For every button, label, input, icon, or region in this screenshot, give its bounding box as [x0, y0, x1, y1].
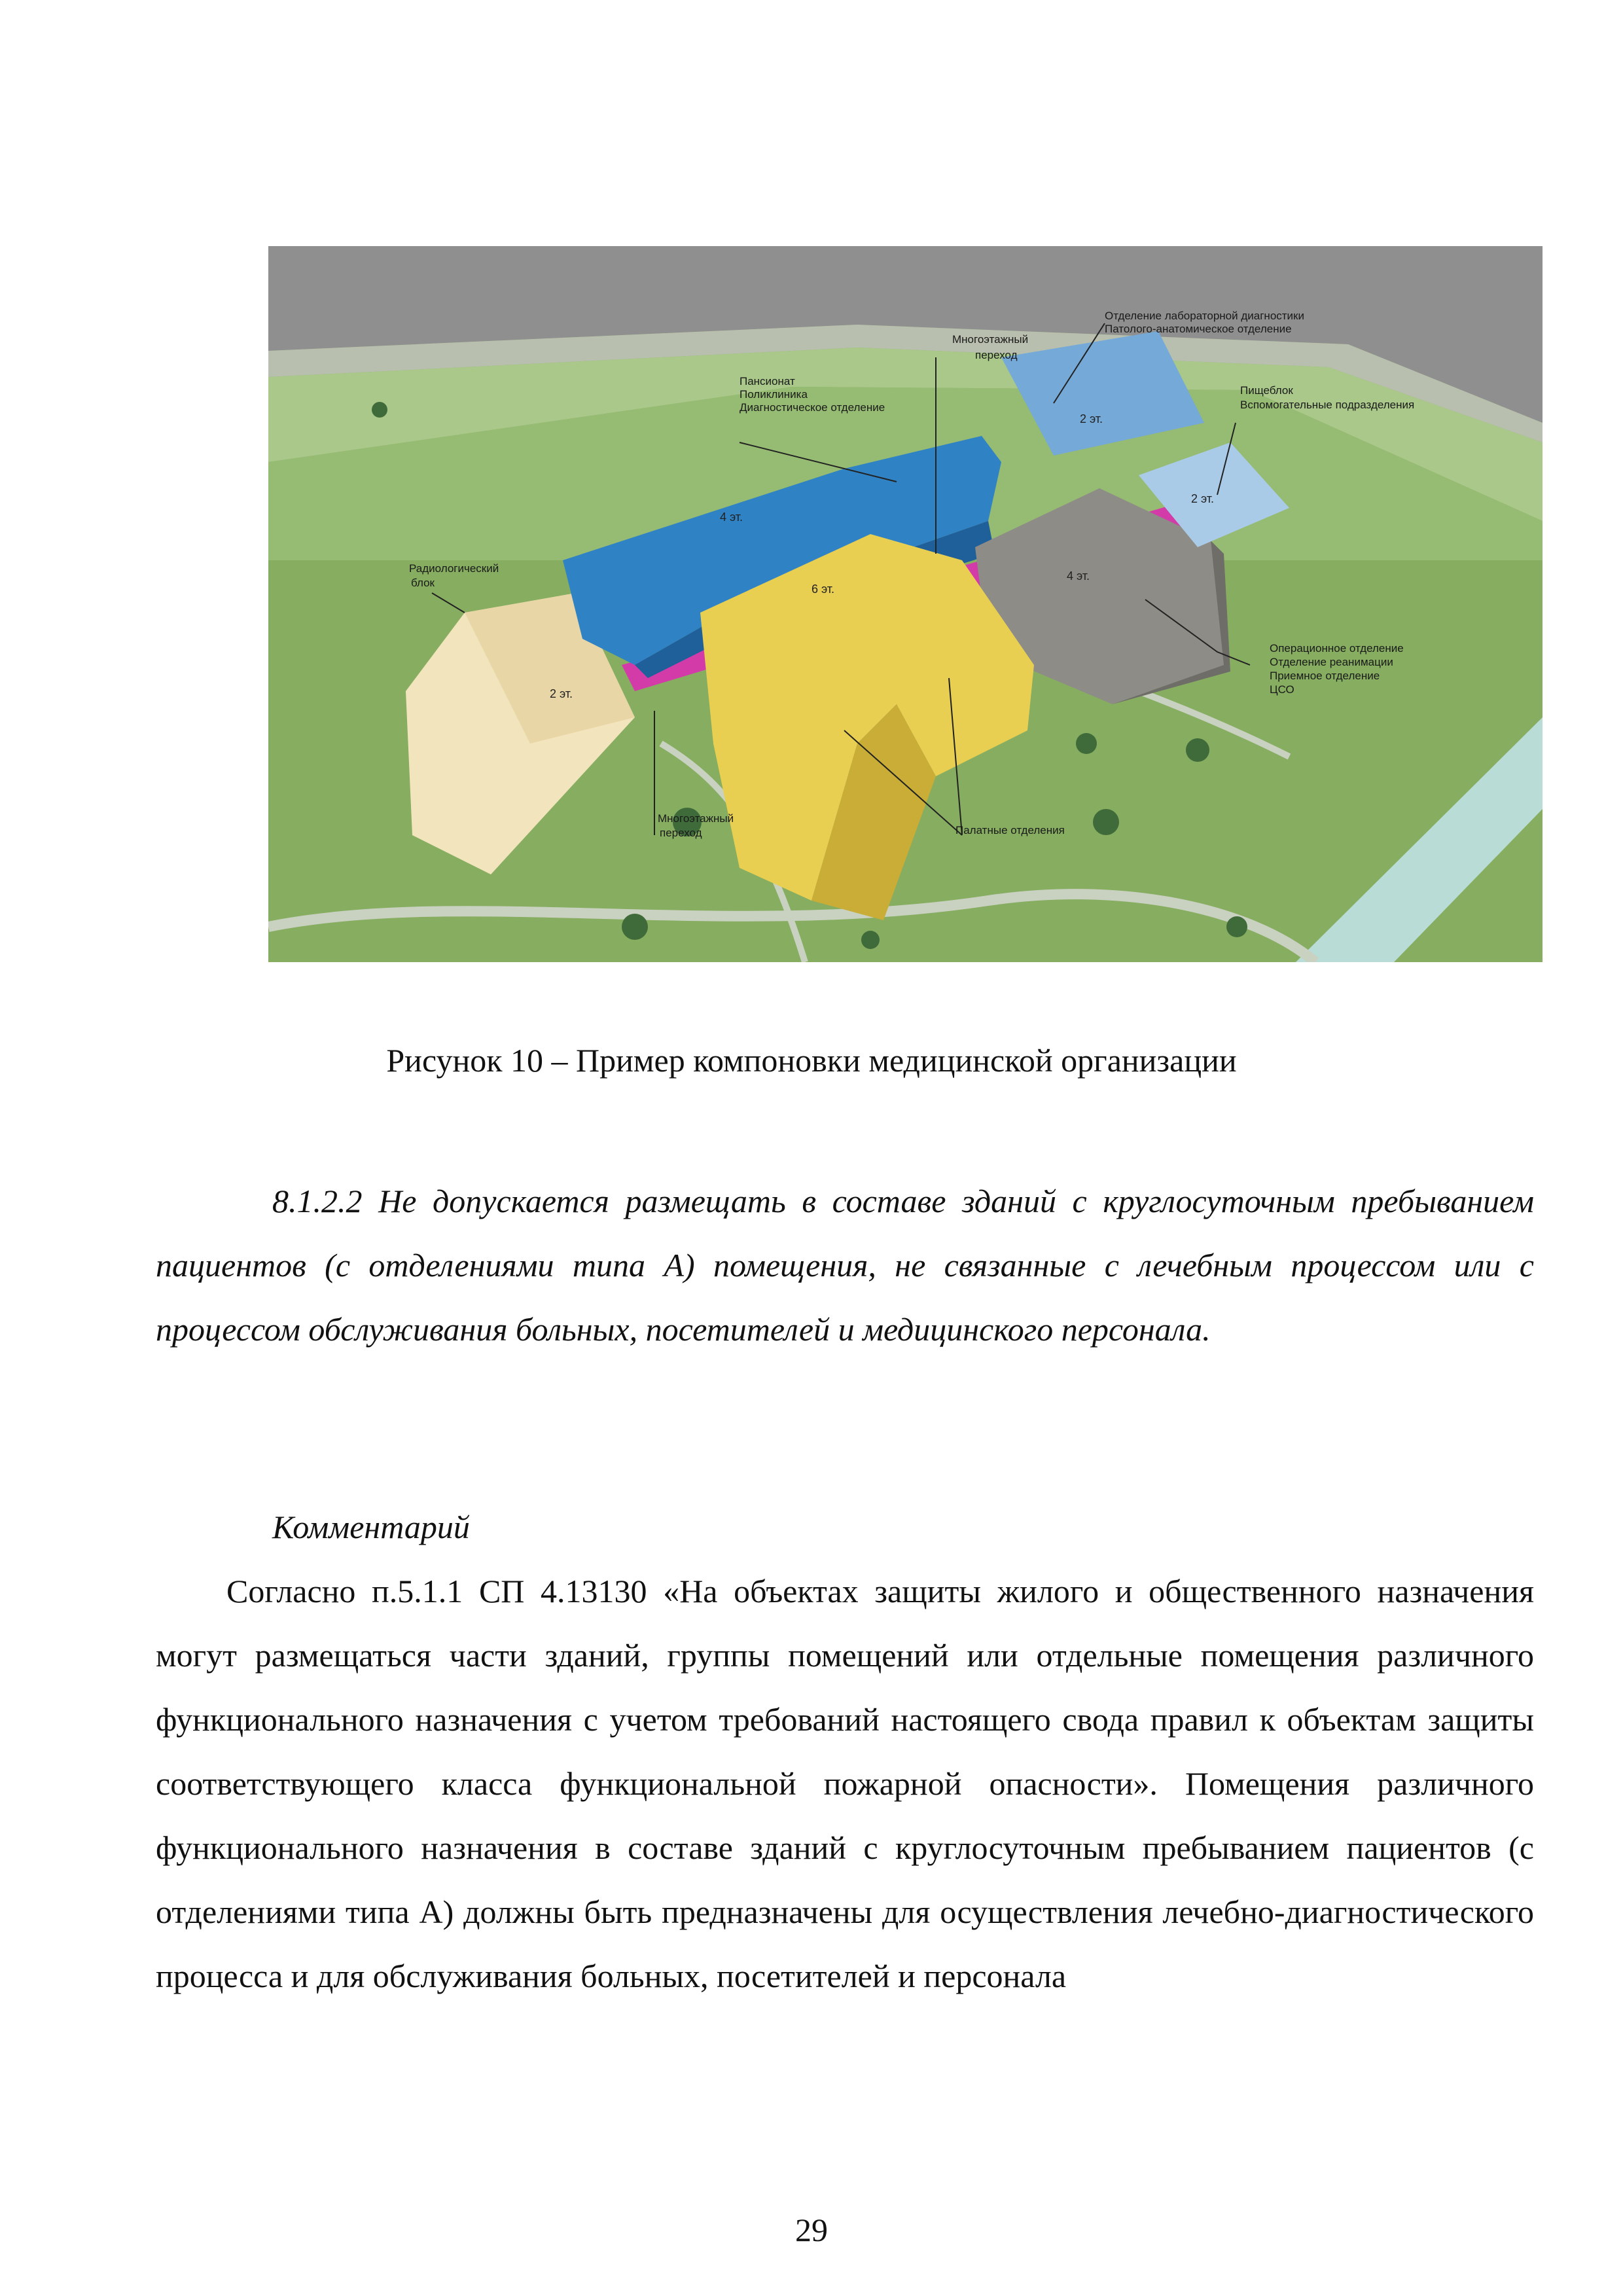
figure-caption: Рисунок 10 – Пример компоновки медицинской организации	[386, 1042, 1237, 1079]
label-pischeblok: Пищеблок	[1240, 384, 1293, 397]
site-plan-illustration	[268, 246, 1543, 962]
site-plan-figure	[268, 246, 1543, 962]
section-number: 8.1.2.2	[272, 1183, 363, 1219]
floor-radiology: 2 эт.	[550, 687, 573, 700]
label-multilevel-passage-top-1: Многоэтажный	[952, 333, 1029, 346]
label-diagnostic-dept: Диагностическое отделение	[740, 401, 885, 414]
page-number: 29	[795, 2212, 828, 2248]
label-pathology: Патолого-анатомическое отделение	[1105, 323, 1292, 335]
label-radiology-2: блок	[411, 577, 435, 589]
label-multilevel-passage-bottom-1: Многоэтажный	[658, 812, 734, 825]
label-admission: Приемное отделение	[1270, 670, 1380, 682]
label-ward-depts: Палатные отделения	[955, 824, 1065, 836]
floor-yellow: 6 эт.	[812, 583, 835, 596]
label-poliklinika: Поликлиника	[740, 388, 808, 401]
comment-paragraph: Согласно п.5.1.1 СП 4.13130 «На объектах защиты жилого и общественного назначения могут размещаться части зданий, группы помещений или отдельные помещения различного функционального назначения с учетом требований настоящего свода правил к объектам защиты соответствующего класса функциональной пожарной опасности». Помещения различного функционального назначения в составе зданий с круглосуточным пребыванием пациентов (с отделениями типа А) должны быть предназначены для осуществления лечебно-диагностического процесса и для обслуживания больных, посетителей и персонала	[156, 1573, 1534, 1994]
label-reanimation: Отделение реанимации	[1270, 656, 1393, 668]
label-cso: ЦСО	[1270, 683, 1294, 696]
label-lab-diagnostics: Отделение лабораторной диагностики	[1105, 310, 1304, 322]
label-operating-dept: Операционное отделение	[1270, 642, 1404, 655]
comment-heading: Комментарий	[272, 1509, 470, 1545]
label-radiology-1: Радиологический	[409, 562, 499, 575]
label-multilevel-passage-bottom-2: переход	[660, 827, 702, 839]
label-auxiliary: Вспомогательные подразделения	[1240, 399, 1415, 411]
label-pansionat: Пансионат	[740, 375, 795, 387]
label-multilevel-passage-top-2: переход	[975, 349, 1018, 361]
floor-food: 2 эт.	[1191, 492, 1215, 505]
section-paragraph	[156, 1169, 1534, 1361]
section-text: Не допускается размещать в составе зданий с круглосуточным пребыванием пациентов (с отделениями типа А) помещения, не связанные с лечебным процессом или с процессом обслуживания больных, посетителей и медицинского персонала.	[156, 1183, 1534, 1348]
floor-main-blue: 4 эт.	[720, 511, 743, 524]
floor-lab: 2 эт.	[1080, 412, 1103, 425]
floor-grey: 4 эт.	[1067, 569, 1090, 583]
